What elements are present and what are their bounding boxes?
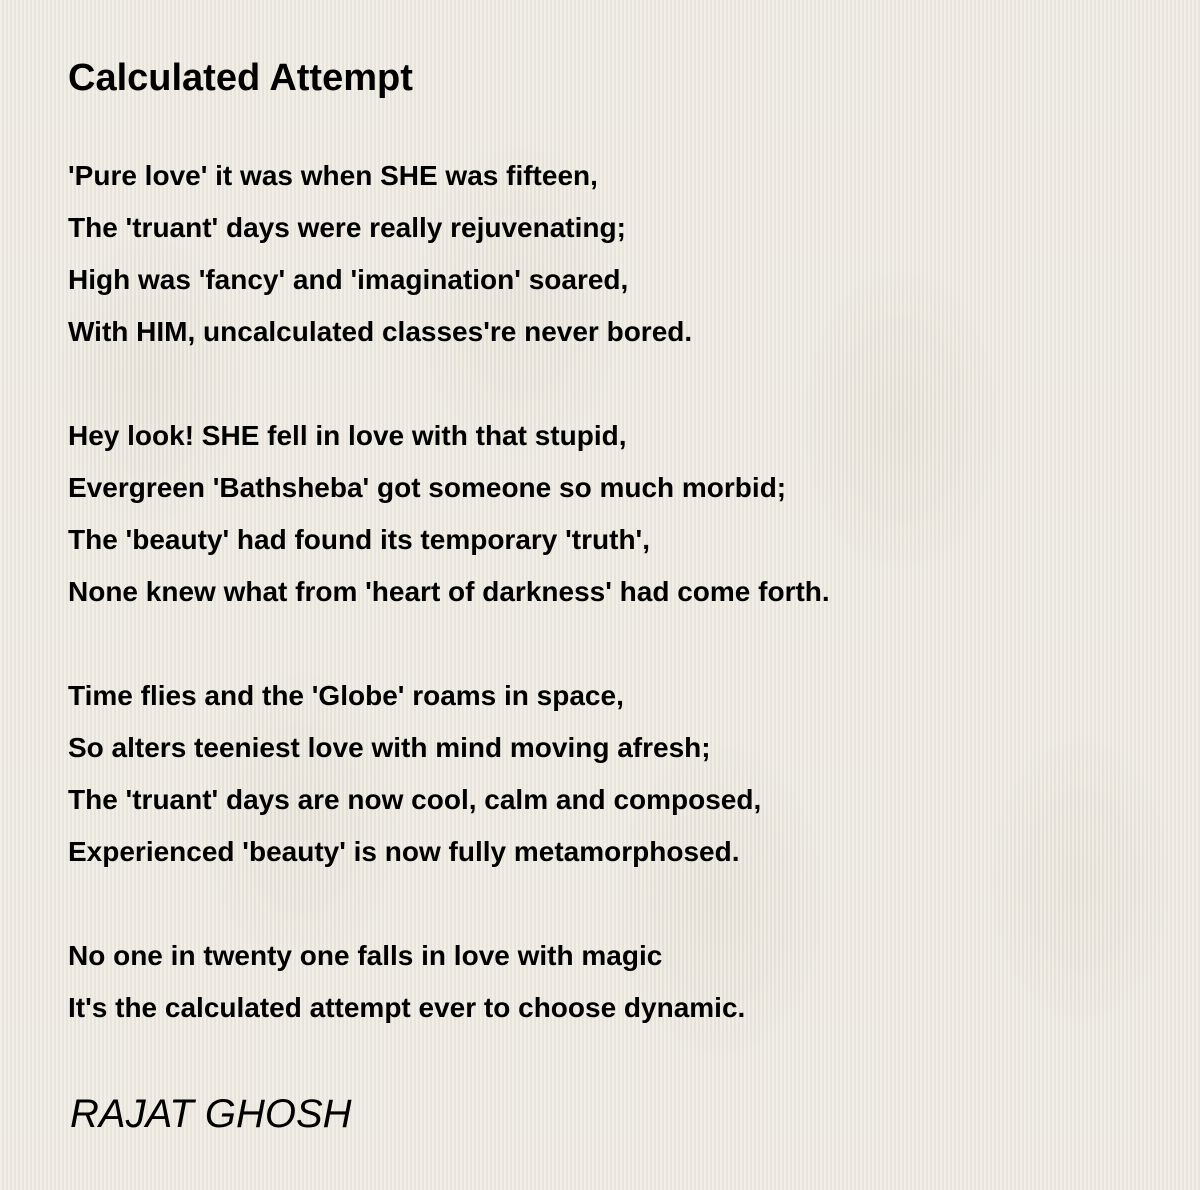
poem-line: Time flies and the 'Globe' roams in space,: [68, 680, 624, 711]
stanza-3: [68, 670, 1168, 878]
poem-line: Hey look! SHE fell in love with that stupid,: [68, 420, 627, 451]
poem-line: The 'truant' days are now cool, calm and composed,: [68, 784, 762, 815]
poem-line: The 'beauty' had found its temporary 'truth',: [68, 524, 650, 555]
poem-body: [68, 150, 1168, 1086]
poem-line: Evergreen 'Bathsheba' got someone so much morbid;: [68, 472, 787, 503]
stanza-1: [68, 150, 1168, 358]
poem-line: With HIM, uncalculated classes're never bored.: [68, 316, 693, 347]
poem-author: RAJAT GHOSH: [70, 1092, 352, 1136]
poem-line: So alters teeniest love with mind moving afresh;: [68, 732, 711, 763]
poem-line: 'Pure love' it was when SHE was fifteen,: [68, 160, 598, 191]
stanza-2: [68, 410, 1168, 618]
poem-line: The 'truant' days were really rejuvenating;: [68, 212, 626, 243]
stanza-4: [68, 930, 1168, 1034]
poem-line: Experienced 'beauty' is now fully metamorphosed.: [68, 836, 740, 867]
poem-title: Calculated Attempt: [68, 57, 413, 99]
poem-line: None knew what from 'heart of darkness' had come forth.: [68, 576, 830, 607]
poem-line: No one in twenty one falls in love with magic: [68, 940, 663, 971]
poem-line: High was 'fancy' and 'imagination' soared,: [68, 264, 629, 295]
poem-line: It's the calculated attempt ever to choose dynamic.: [68, 992, 746, 1023]
